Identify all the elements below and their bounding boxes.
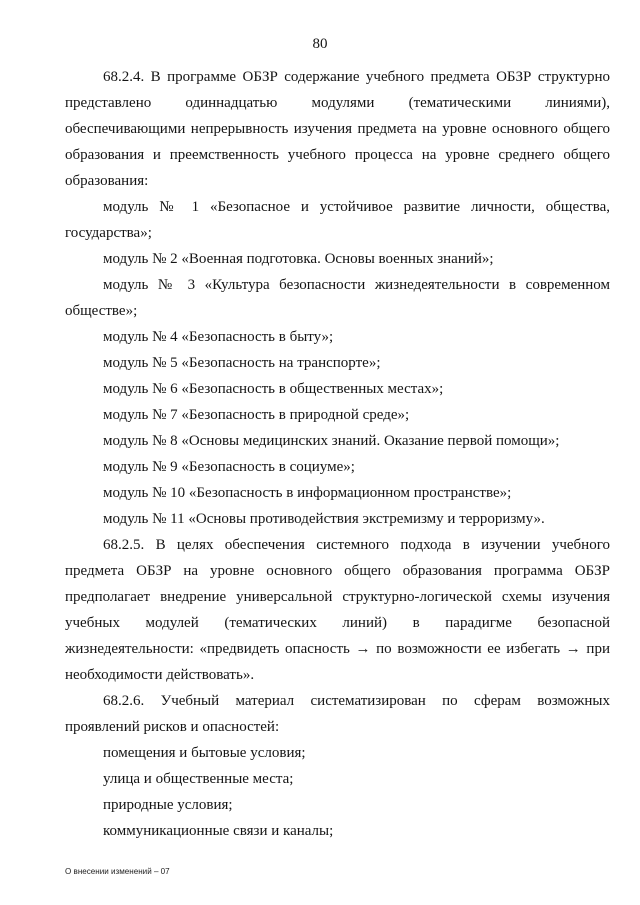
- module-item: модуль № 3 «Культура безопасности жизнедеятельности в современном обществе»;: [65, 277, 610, 319]
- sphere-item: коммуникационные связи и каналы;: [103, 823, 334, 839]
- module-item: модуль № 2 «Военная подготовка. Основы военных знаний»;: [103, 251, 494, 267]
- sphere-item: природные условия;: [103, 797, 233, 813]
- sphere-item: помещения и бытовые условия;: [103, 745, 306, 761]
- page-number: 80: [312, 36, 328, 52]
- module-item: модуль № 10 «Безопасность в информационном пространстве»;: [103, 485, 512, 501]
- module-item: модуль № 11 «Основы противодействия экстремизму и терроризму».: [103, 511, 545, 527]
- module-item: модуль № 1 «Безопасное и устойчивое развитие личности, общества, государства»;: [65, 199, 610, 241]
- paragraph-68-2-5: 68.2.5. В целях обеспечения системного подхода в изучении учебного предмета ОБЗР на уровне основного общего образования программа ОБЗР предполагает внедрение универсальной структурно-логической схемы изучения учебных модулей (тематических линий) в парадигме безопасной жизнедеятельности: «предвидеть опасность → по возможности ее избегать → при необходимости действовать».: [65, 537, 610, 683]
- module-item: модуль № 7 «Безопасность в природной среде»;: [103, 407, 410, 423]
- module-item: модуль № 8 «Основы медицинских знаний. Оказание первой помощи»;: [103, 433, 560, 449]
- module-item: модуль № 9 «Безопасность в социуме»;: [103, 459, 355, 475]
- paragraph-68-2-4: 68.2.4. В программе ОБЗР содержание учебного предмета ОБЗР структурно представлено одиннадцатью модулями (тематическими линиями), обеспечивающими непрерывность изучения предмета на уровне основного общего образования и преемственность учебного процесса на уровне среднего общего образования:: [65, 69, 610, 189]
- module-item: модуль № 5 «Безопасность на транспорте»;: [103, 355, 381, 371]
- paragraph-68-2-6: 68.2.6. Учебный материал систематизирован по сферам возможных проявлений рисков и опасностей:: [65, 693, 610, 735]
- module-item: модуль № 6 «Безопасность в общественных местах»;: [103, 381, 444, 397]
- module-item: модуль № 4 «Безопасность в быту»;: [103, 329, 334, 345]
- footer-note: О внесении изменений – 07: [65, 866, 170, 876]
- document-body: [65, 64, 610, 844]
- sphere-item: улица и общественные места;: [103, 771, 294, 787]
